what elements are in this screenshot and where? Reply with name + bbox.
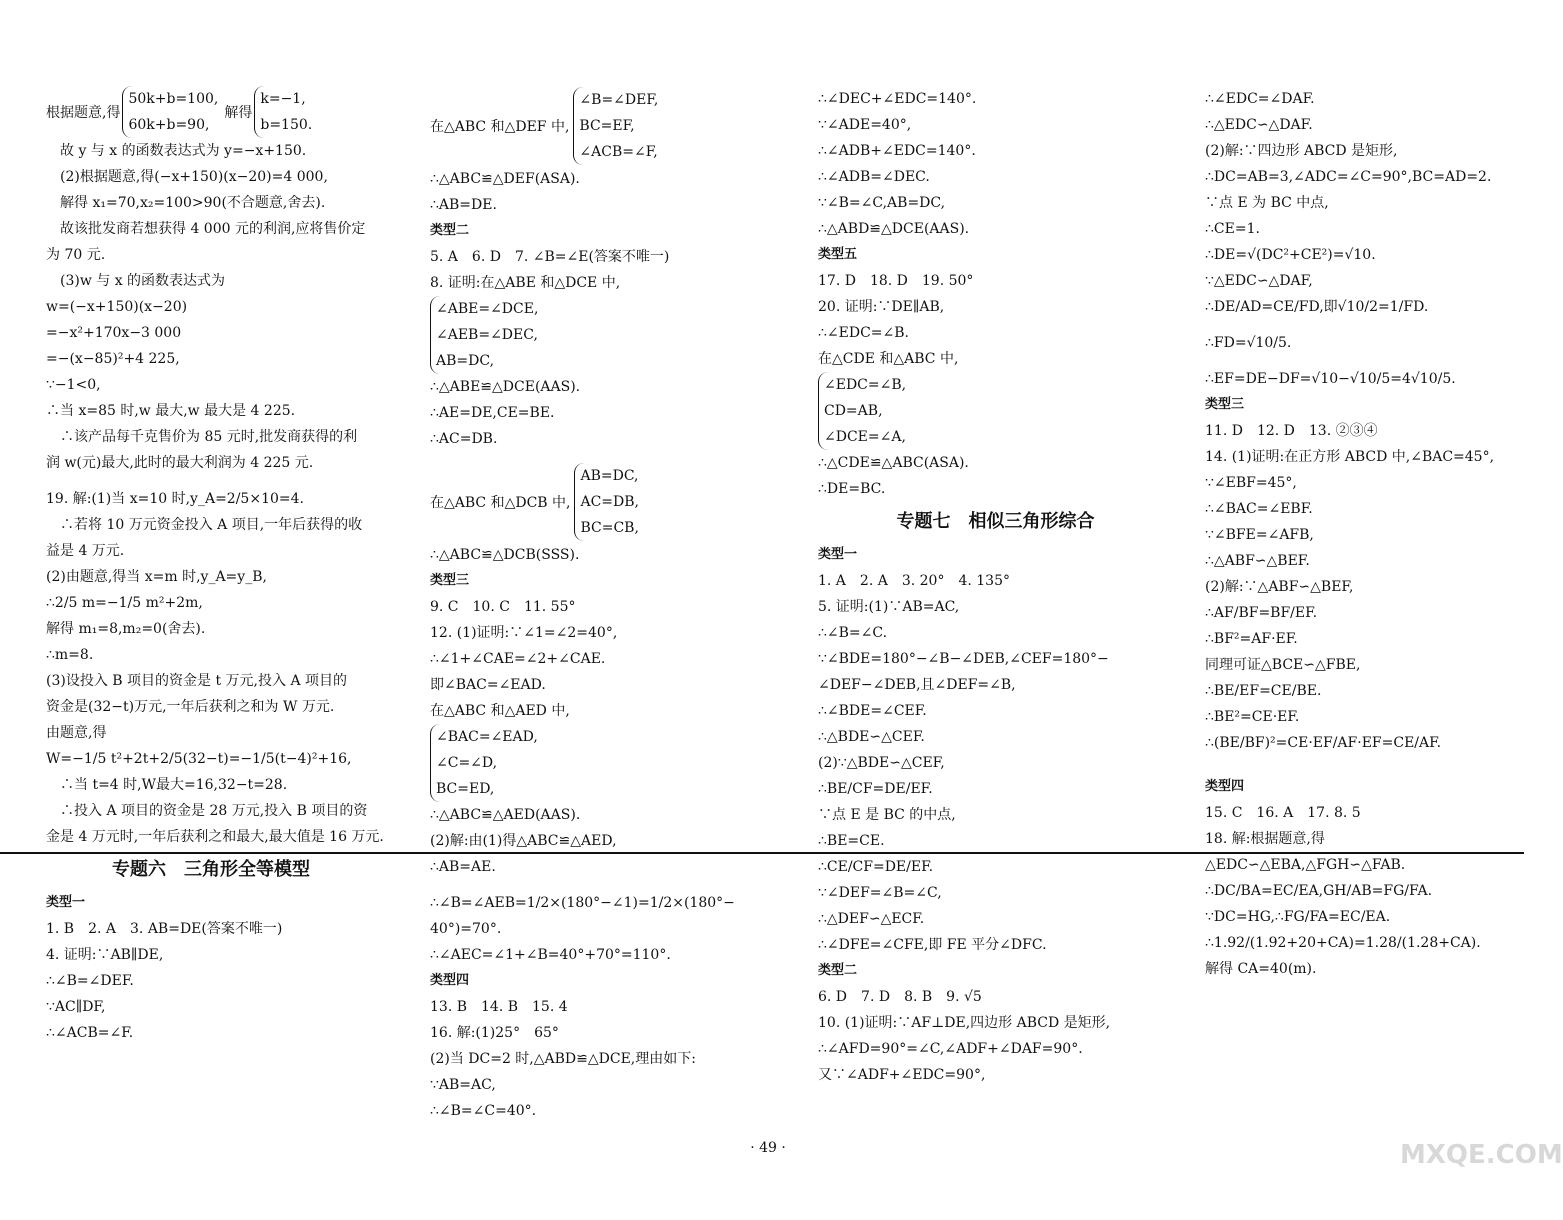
text-line: (2)解:∵四边形 ABCD 是矩形, — [1205, 143, 1398, 159]
text-line: ∴∠ACB=∠F. — [46, 1025, 134, 1041]
text-line: 在△ABC 和△DCB 中, — [430, 495, 571, 511]
text-line: W=−1/5 t²+2t+2/5(32−t)=−1/5(t−4)²+16, — [46, 751, 352, 767]
condition: ∠DCE=∠A, — [824, 429, 906, 445]
text-line: ∵∠DEF=∠B=∠C, — [818, 885, 942, 901]
condition: ∠C=∠D, — [436, 755, 498, 771]
text-line: 润 w(元)最大,此时的最大利润为 4 225 元. — [46, 455, 314, 471]
section-title: 专题六 三角形全等模型 — [112, 859, 310, 880]
text-line: ∴∠ADB+∠EDC=140°. — [818, 143, 976, 159]
condition: AB=DC, — [436, 353, 495, 369]
text-line: ∴DC=AB=3,∠ADC=∠C=90°,BC=AD=2. — [1205, 169, 1492, 185]
text-line: 13. B 14. B 15. 4 — [430, 999, 568, 1015]
text-line: 根据题意,得 — [46, 105, 121, 121]
horizontal-rule — [0, 852, 1524, 854]
text-line: 15. C 16. A 17. 8. 5 — [1205, 805, 1361, 821]
text-line: 解得 CA=40(m). — [1205, 961, 1317, 977]
text-line: ∵点 E 为 BC 中点, — [1205, 195, 1329, 211]
text-line: ∴EF=DE−DF=√10−√10/5=4√10/5. — [1205, 371, 1456, 387]
text-line: ∵∠BDE=180°−∠B−∠DEB,∠CEF=180°− — [818, 651, 1109, 667]
text-line: ∴(BE/BF)²=CE·EF/AF·EF=CE/AF. — [1205, 735, 1442, 751]
text-line: ∴AF/BF=BF/EF. — [1205, 605, 1318, 621]
text-line: (2)根据题意,得(−x+150)(x−20)=4 000, — [60, 169, 328, 185]
condition-block — [430, 296, 775, 374]
text-line: ∴DE=√(DC²+CE²)=√10. — [1205, 247, 1376, 263]
text-line: 为 70 元. — [46, 247, 106, 263]
text-line: ∴∠AEC=∠1+∠B=40°+70°=110°. — [430, 947, 671, 963]
text-line: ∴BE=CE. — [818, 833, 885, 849]
text-line: ∴△ABF∽△BEF. — [1205, 553, 1310, 569]
equation-system — [254, 86, 312, 138]
condition-list — [818, 372, 906, 450]
equation: k=−1, — [260, 91, 306, 107]
text-line: ∴2/5 m=−1/5 m²+2m, — [46, 595, 203, 611]
text-line: ∵∠BFE=∠AFB, — [1205, 527, 1314, 543]
text-line: ∴∠AFD=90°=∠C,∠ADF+∠DAF=90°. — [818, 1041, 1083, 1057]
text-line: 11. D 12. D 13. ②③④ — [1205, 423, 1378, 439]
text-line: ∴BE/EF=CE/BE. — [1205, 683, 1322, 699]
text-line: ∴CE/CF=DE/EF. — [818, 859, 934, 875]
condition: CD=AB, — [824, 403, 883, 419]
condition-list — [430, 724, 538, 802]
text-line: 4. 证明:∵AB∥DE, — [46, 947, 164, 963]
text-line: ∴AE=DE,CE=BE. — [430, 405, 555, 421]
text-line: ∴∠DFE=∠CFE,即 FE 平分∠DFC. — [818, 937, 1047, 953]
text-line: ∴BE/CF=DE/EF. — [818, 781, 933, 797]
type-heading: 类型二 — [430, 223, 470, 238]
condition: ∠BAC=∠EAD, — [436, 729, 538, 745]
text-line: 5. A 6. D 7. ∠B=∠E(答案不唯一) — [430, 249, 670, 265]
text-line: ∴△ABC≌△DCB(SSS). — [430, 547, 580, 563]
text-line: 同理可证△BCE∽△FBE, — [1205, 657, 1361, 673]
condition: AB=DC, — [580, 468, 639, 484]
text-line: (2)解:由(1)得△ABC≌△AED, — [430, 833, 617, 849]
text-line: ∴∠B=∠C. — [818, 625, 888, 641]
condition: ∠B=∠DEF, — [579, 92, 659, 108]
text-line: ∴1.92/(1.92+20+CA)=1.28/(1.28+CA). — [1205, 935, 1481, 951]
text-line: 故 y 与 x 的函数表达式为 y=−x+150. — [60, 143, 307, 159]
type-heading: 类型三 — [1205, 397, 1245, 412]
text-line: 解得 — [224, 105, 253, 121]
watermark-logo: MXQE.COM — [1400, 1140, 1563, 1170]
text-line: ∴BE²=CE·EF. — [1205, 709, 1300, 725]
section-title: 专题七 相似三角形综合 — [896, 511, 1095, 532]
text-line: w=(−x+150)(x−20) — [46, 299, 188, 315]
text-line: 6. D 7. D 8. B 9. √5 — [818, 989, 982, 1005]
text-line: 益是 4 万元. — [46, 543, 125, 559]
text-line: 18. 解:根据题意,得 — [1205, 831, 1325, 847]
text-line: 9. C 10. C 11. 55° — [430, 599, 576, 615]
text-line: ∴△CDE≌△ABC(ASA). — [818, 455, 969, 471]
text-line: 14. (1)证明:在正方形 ABCD 中,∠BAC=45°, — [1205, 449, 1495, 465]
condition-block — [430, 724, 775, 802]
text-line: 资金是(32−t)万元,一年后获利之和为 W 万元. — [46, 699, 335, 715]
condition: ∠EDC=∠B, — [824, 377, 907, 393]
text-line: ∴△ABE≌△DCE(AAS). — [430, 379, 581, 395]
text-line: ∴DE/AD=CE/FD,即√10/2=1/FD. — [1205, 299, 1429, 315]
text-line: ∴AC=DB. — [430, 431, 498, 447]
condition-list — [573, 87, 658, 165]
condition: ∠ABE=∠DCE, — [436, 301, 539, 317]
type-heading: 类型三 — [430, 573, 470, 588]
text-line: 在△ABC 和△AED 中, — [430, 703, 570, 719]
text-line: ∴△DEF∽△ECF. — [818, 911, 925, 927]
text-line: 即∠BAC=∠EAD. — [430, 677, 546, 693]
text-line: ∠DEF−∠DEB,且∠DEF=∠B, — [818, 677, 1016, 693]
condition-block — [818, 372, 1173, 450]
text-line: 10. (1)证明:∵AF⊥DE,四边形 ABCD 是矩形, — [818, 1015, 1111, 1031]
text-line: 由题意,得 — [46, 725, 107, 741]
type-heading: 类型二 — [818, 963, 858, 978]
text-line: ∴∠BDE=∠CEF. — [818, 703, 927, 719]
text-line: ∴BF²=AF·EF. — [1205, 631, 1298, 647]
text-line: =−x²+170x−3 000 — [46, 325, 182, 341]
text-line: ∴△ABC≌△DEF(ASA). — [430, 171, 580, 187]
text-line: 20. 证明:∵DE∥AB, — [818, 299, 945, 315]
equation: 50k+b=100, — [128, 91, 219, 107]
text-line: ∴DC/BA=EC/EA,GH/AB=FG/FA. — [1205, 883, 1433, 899]
text-line: ∴该产品每千克售价为 85 元时,批发商获得的利 — [60, 429, 358, 445]
text-line: ∵DC=HG,∴FG/FA=EC/EA. — [1205, 909, 1391, 925]
text-line: ∴∠1+∠CAE=∠2+∠CAE. — [430, 651, 606, 667]
column-2 — [430, 86, 775, 1124]
text-line: ∴∠B=∠C=40°. — [430, 1103, 537, 1119]
type-heading: 类型一 — [818, 547, 858, 562]
text-line: (2)由题意,得当 x=m 时,y_A=y_B, — [46, 569, 267, 585]
column-3 — [818, 86, 1173, 1088]
text-line: ∴△ABC≌△AED(AAS). — [430, 807, 581, 823]
condition-block — [430, 86, 775, 166]
text-line: ∴DE=BC. — [818, 481, 886, 497]
text-line: 金是 4 万元时,一年后获利之和最大,最大值是 16 万元. — [46, 829, 384, 845]
text-line: ∵−1<0, — [46, 377, 101, 393]
text-line: ∴若将 10 万元资金投入 A 项目,一年后获得的收 — [60, 517, 363, 533]
text-line: ∴AB=AE. — [430, 859, 496, 875]
text-line: (3)设投入 B 项目的资金是 t 万元,投入 A 项目的 — [46, 673, 348, 689]
text-line: ∵点 E 是 BC 的中点, — [818, 807, 956, 823]
text-line: ∴∠BAC=∠EBF. — [1205, 501, 1313, 517]
text-line: ∴△BDE∽△CEF. — [818, 729, 925, 745]
text-line: ∴∠B=∠AEB=1/2×(180°−∠1)=1/2×(180°− — [430, 895, 735, 911]
equation: b=150. — [260, 117, 313, 133]
text-line: ∴∠ADB=∠DEC. — [818, 169, 930, 185]
type-heading: 类型四 — [1205, 779, 1245, 794]
text-line: ∴∠DEC+∠EDC=140°. — [818, 91, 977, 107]
text-line: ∴当 x=85 时,w 最大,w 最大是 4 225. — [46, 403, 296, 419]
text-line: ∵∠B=∠C,AB=DC, — [818, 195, 946, 211]
condition: ∠AEB=∠DEC, — [436, 327, 538, 343]
text-line: ∴投入 A 项目的资金是 28 万元,投入 B 项目的资 — [60, 803, 368, 819]
text-line: ∵∠ADE=40°, — [818, 117, 912, 133]
text-line: 8. 证明:在△ABE 和△DCE 中, — [430, 275, 621, 291]
text-line: 故该批发商若想获得 4 000 元的利润,应将售价定 — [60, 221, 366, 237]
text-line: (3)w 与 x 的函数表达式为 — [60, 273, 226, 289]
type-heading: 类型五 — [818, 247, 858, 262]
text-line: ∴CE=1. — [1205, 221, 1260, 237]
solve-system-line — [46, 86, 376, 138]
equation: 60k+b=90, — [128, 117, 210, 133]
text-line: ∵AC∥DF, — [46, 999, 106, 1015]
text-line: 1. A 2. A 3. 20° 4. 135° — [818, 573, 1010, 589]
text-line: 16. 解:(1)25° 65° — [430, 1025, 559, 1041]
text-line: 17. D 18. D 19. 50° — [818, 273, 974, 289]
condition: BC=ED, — [436, 781, 495, 797]
page-number: · 49 · — [750, 1140, 786, 1156]
condition-block — [430, 462, 775, 542]
text-line: ∴∠EDC=∠B. — [818, 325, 909, 341]
text-line: ∴△EDC∽△DAF. — [1205, 117, 1313, 133]
column-1 — [46, 86, 384, 1046]
text-line: △EDC∽△EBA,△FGH∽△FAB. — [1205, 857, 1406, 873]
equation-system — [122, 86, 218, 138]
text-line: ∴AB=DE. — [430, 197, 497, 213]
condition-list — [574, 463, 639, 541]
text-line: 19. 解:(1)当 x=10 时,y_A=2/5×10=4. — [46, 491, 304, 507]
column-4 — [1205, 86, 1525, 982]
text-line: 40°)=70°. — [430, 921, 502, 937]
text-line: 又∵∠ADF+∠EDC=90°, — [818, 1067, 986, 1083]
text-line: 5. 证明:(1)∵AB=AC, — [818, 599, 960, 615]
text-line: =−(x−85)²+4 225, — [46, 351, 180, 367]
text-line: (2)解:∵△ABF∽△BEF, — [1205, 579, 1354, 595]
text-line: ∴m=8. — [46, 647, 94, 663]
condition: AC=DB, — [580, 494, 639, 510]
text-line: 解得 m₁=8,m₂=0(舍去). — [46, 621, 206, 637]
text-line: (2)当 DC=2 时,△ABD≌△DCE,理由如下: — [430, 1051, 696, 1067]
condition: BC=EF, — [579, 118, 635, 134]
text-line: ∴∠EDC=∠DAF. — [1205, 91, 1315, 107]
type-heading: 类型四 — [430, 973, 470, 988]
type-heading: 类型一 — [46, 895, 86, 910]
text-line: ∵AB=AC, — [430, 1077, 496, 1093]
text-line: 在△CDE 和△ABC 中, — [818, 351, 959, 367]
text-line: (2)∵△BDE∽△CEF, — [818, 755, 945, 771]
text-line: ∵△EDC∽△DAF, — [1205, 273, 1313, 289]
condition: BC=CB, — [580, 520, 639, 536]
text-line: ∴∠B=∠DEF. — [46, 973, 134, 989]
condition-list — [430, 296, 538, 374]
text-line: 解得 x₁=70,x₂=100>90(不合题意,舍去). — [60, 195, 326, 211]
condition: ∠ACB=∠F, — [579, 144, 658, 160]
text-line: ∴△ABD≌△DCE(AAS). — [818, 221, 970, 237]
text-line: ∵∠EBF=45°, — [1205, 475, 1297, 491]
text-line: ∴FD=√10/5. — [1205, 335, 1292, 351]
text-line: 1. B 2. A 3. AB=DE(答案不唯一) — [46, 921, 283, 937]
text-line: 在△ABC 和△DEF 中, — [430, 119, 570, 135]
text-line: ∴当 t=4 时,W最大=16,32−t=28. — [60, 777, 288, 793]
text-line: 12. (1)证明:∵∠1=∠2=40°, — [430, 625, 618, 641]
